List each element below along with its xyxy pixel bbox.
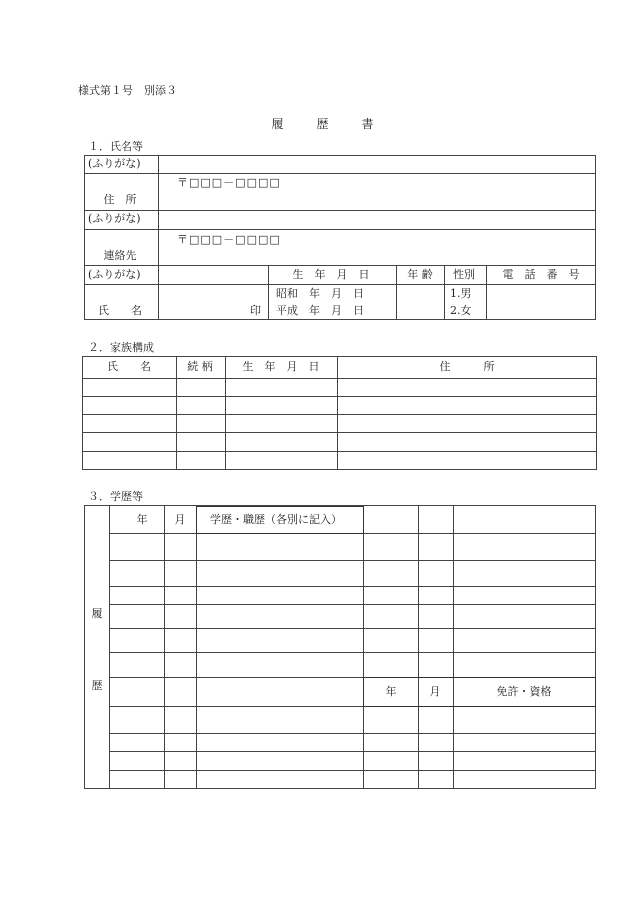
form-label: 様式第１号 別添３ bbox=[78, 84, 177, 97]
furigana-label-1: (ふりがな) bbox=[88, 157, 141, 170]
sex-option-female: 2.女 bbox=[450, 304, 472, 317]
birth-date-header: 生 年 月 日 bbox=[292, 268, 370, 281]
sex-header: 性別 bbox=[453, 268, 475, 281]
age-header: 年 齢 bbox=[407, 268, 433, 281]
family-header-address: 住 所 bbox=[439, 360, 495, 373]
section3-heading: ３．学歴等 bbox=[88, 490, 143, 503]
license-col-content: 免許・資格 bbox=[496, 685, 552, 698]
birth-era-showa: 昭和 年 月 日 bbox=[276, 287, 364, 300]
sex-option-male: 1.男 bbox=[450, 287, 472, 300]
seal-mark: 印 bbox=[250, 304, 261, 317]
side-label-char2: 歴 bbox=[91, 679, 103, 692]
birth-era-heisei: 平成 年 月 日 bbox=[276, 304, 364, 317]
license-col-month: 月 bbox=[429, 685, 441, 698]
family-header-name: 氏 名 bbox=[107, 360, 151, 373]
history-table-border bbox=[84, 505, 596, 789]
address-label: 住 所 bbox=[103, 193, 137, 206]
history-col-year: 年 bbox=[136, 513, 148, 526]
license-header-box bbox=[363, 677, 596, 707]
section2-heading: ２．家族構成 bbox=[88, 341, 154, 354]
furigana-label-3: (ふりがな) bbox=[88, 268, 141, 281]
family-header-relation: 続 柄 bbox=[187, 360, 213, 373]
license-col-year: 年 bbox=[385, 685, 397, 698]
name-label: 氏 名 bbox=[98, 304, 142, 317]
contact-label: 連絡先 bbox=[103, 249, 137, 262]
family-header-birth: 生 年 月 日 bbox=[242, 360, 320, 373]
section1-heading: １．氏名等 bbox=[88, 140, 143, 153]
furigana-label-2: (ふりがな) bbox=[88, 212, 141, 225]
postal-code-2: 〒□□□－□□□□ bbox=[177, 233, 281, 246]
side-label-char1: 履 bbox=[91, 607, 103, 620]
page-title: 履 歴 書 bbox=[271, 117, 377, 131]
phone-header: 電 話 番 号 bbox=[502, 268, 580, 281]
family-table-border bbox=[82, 356, 597, 470]
history-col-content: 学歴・職歴（各別に記入） bbox=[210, 513, 342, 526]
history-col-month: 月 bbox=[174, 513, 186, 526]
postal-code-1: 〒□□□－□□□□ bbox=[177, 176, 281, 189]
